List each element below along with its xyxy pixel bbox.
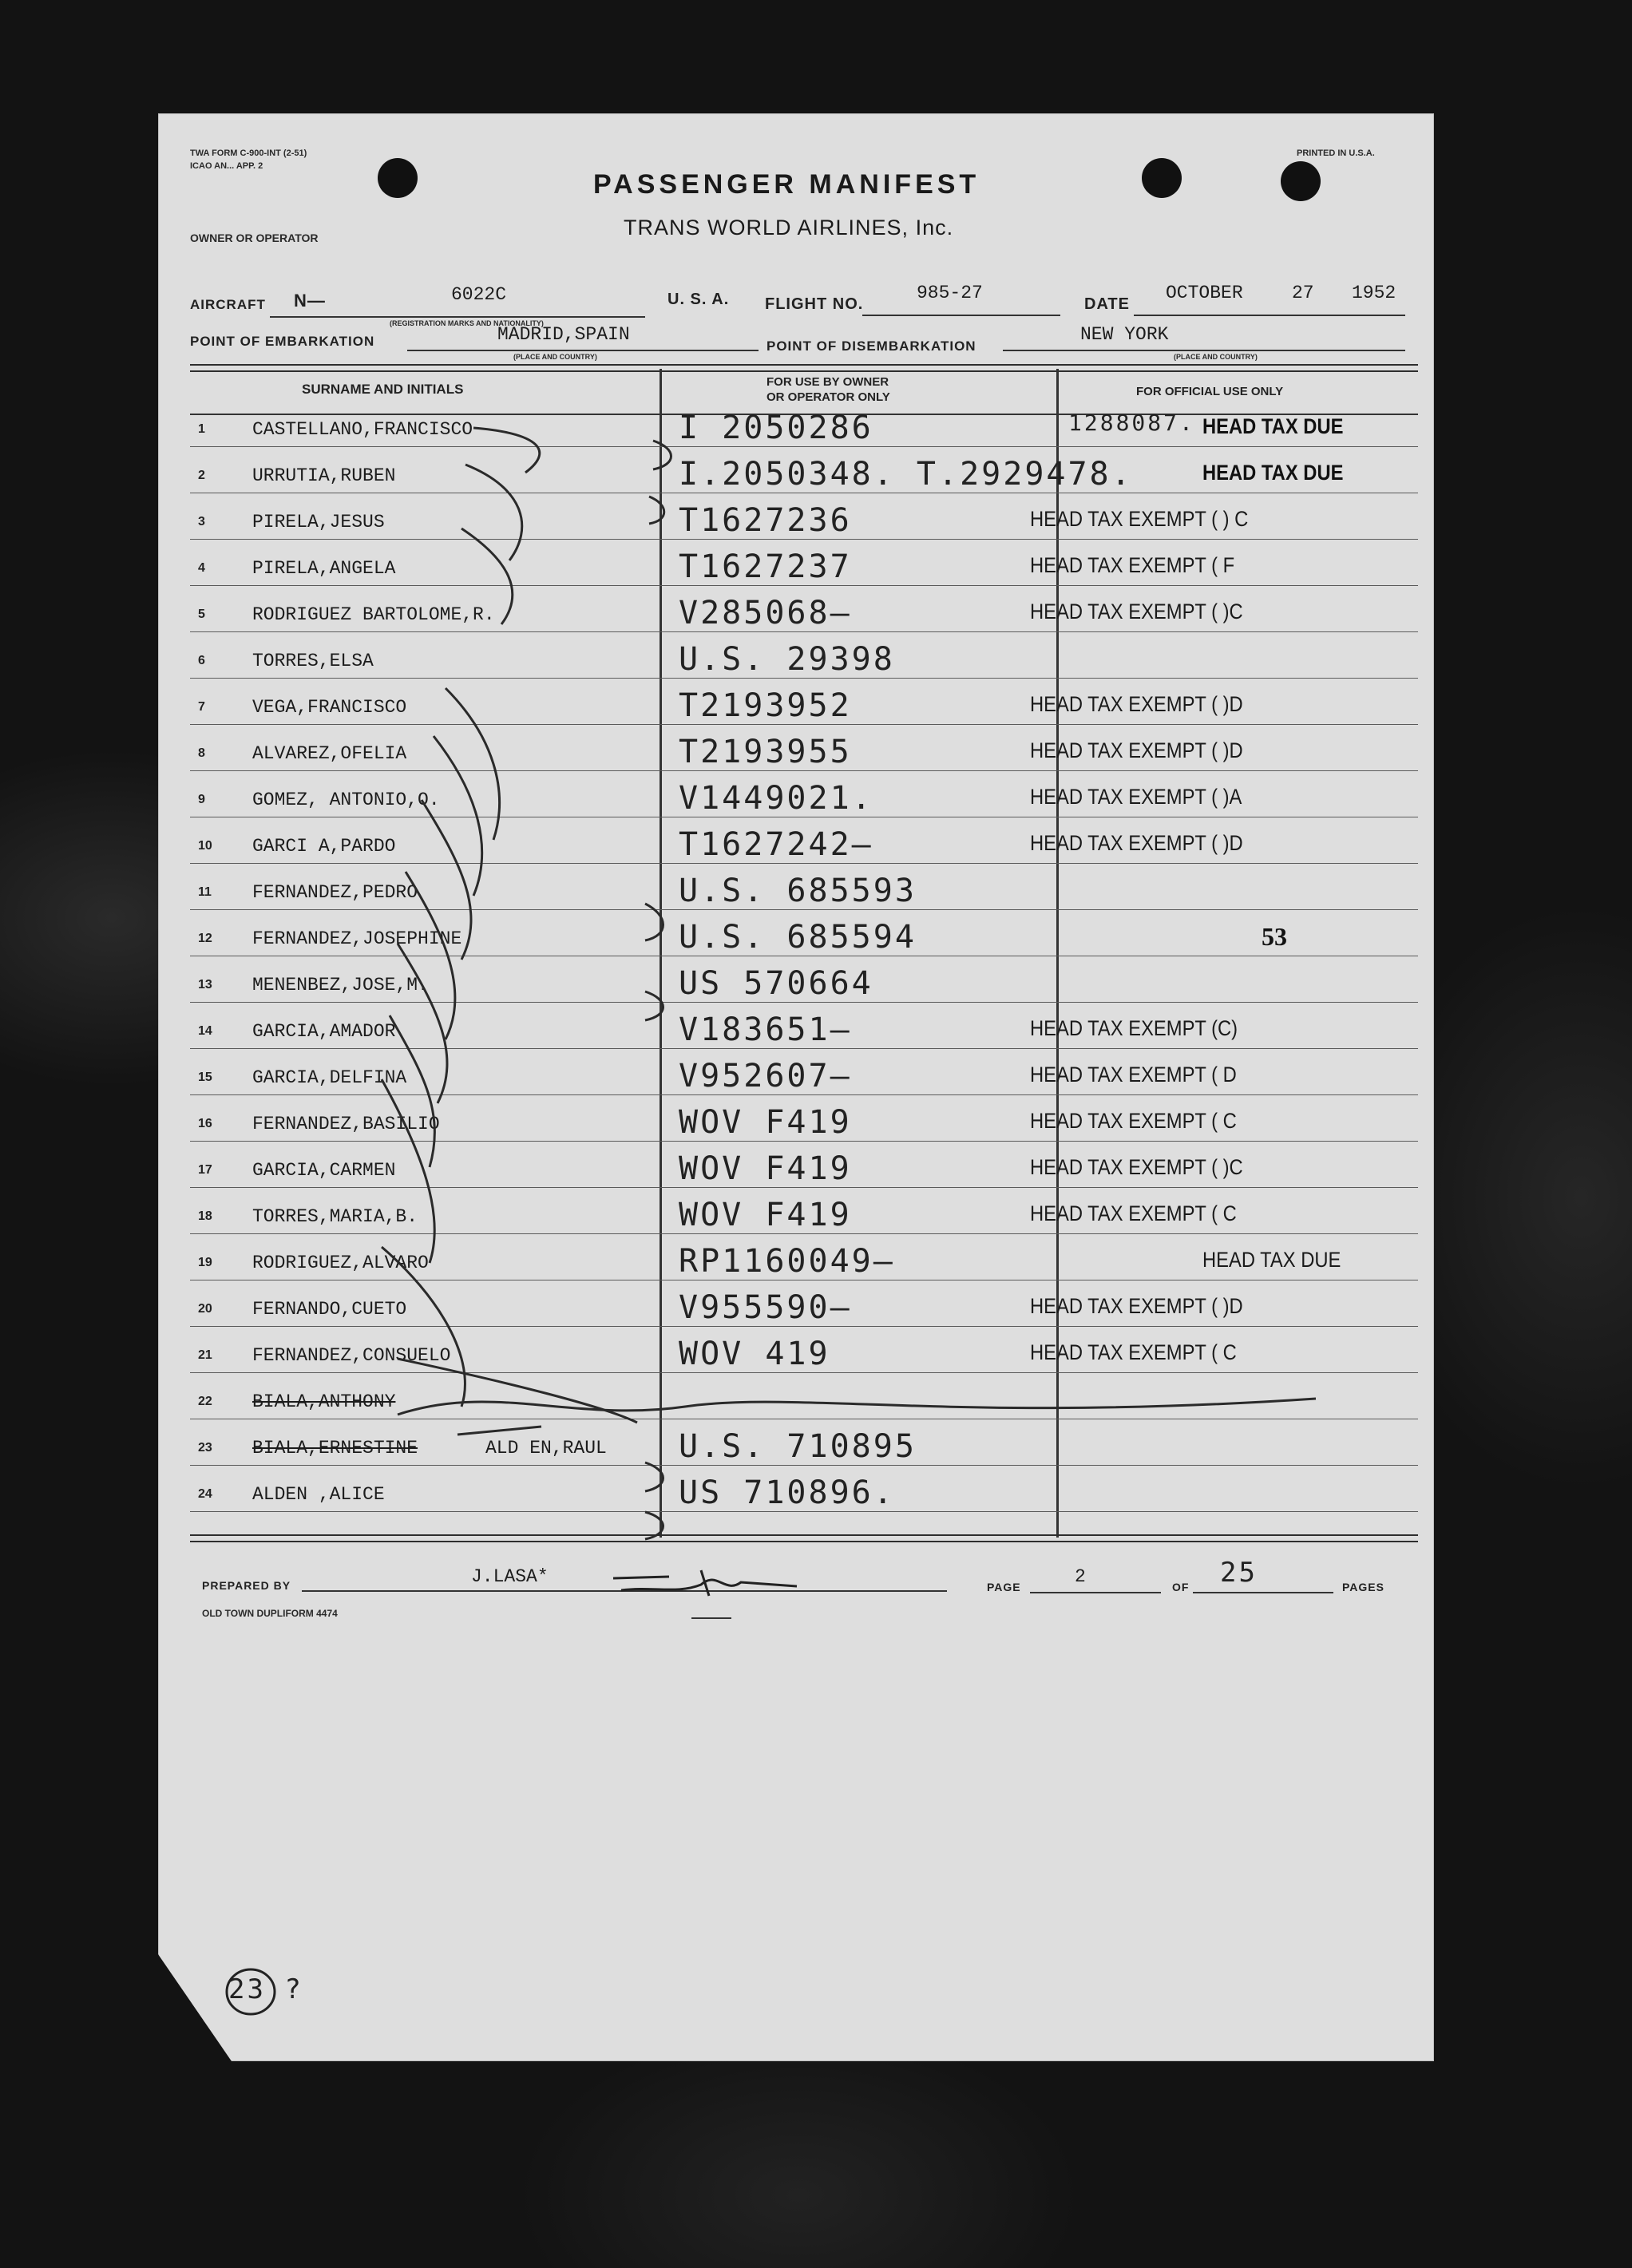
document-number: V285068— [679, 595, 852, 631]
aircraft-prefix: N— [294, 291, 326, 311]
document-number: T1627236 [679, 502, 852, 539]
footer-dash [691, 1617, 731, 1619]
page-underline [1030, 1592, 1161, 1593]
page-value: 2 [1075, 1566, 1086, 1587]
passenger-name: FERNANDO,CUETO [252, 1299, 407, 1320]
form-number: TWA FORM C-900-INT (2-51) [190, 148, 307, 158]
registration-note: (REGISTRATION MARKS AND NATIONALITY) [390, 319, 544, 327]
document-number: U.S. 29398 [679, 641, 895, 678]
embarkation-label: POINT OF EMBARKATION [190, 334, 375, 349]
flight-label: FLIGHT NO. [765, 295, 864, 313]
passenger-name-addition: ALD EN,RAUL [485, 1438, 607, 1459]
document-number: V955590— [679, 1289, 852, 1326]
document-number: I 2050286 [679, 410, 873, 446]
corner-note: 23 ? [228, 1973, 303, 2005]
row-number: 7 [198, 700, 205, 714]
official-stamp: HEAD TAX EXEMPT ( C [1030, 1109, 1237, 1133]
passenger-name: BIALA,ANTHONY [252, 1391, 396, 1412]
document-number: V1449021. [679, 780, 873, 817]
passenger-name: FERNANDEZ,CONSUELO [252, 1345, 451, 1366]
passenger-name: CASTELLANO,FRANCISCO [252, 419, 473, 440]
document-number: V952607— [679, 1058, 852, 1094]
document-number: WOV F419 [679, 1150, 852, 1187]
official-handwritten-note: 1288087. [1068, 410, 1195, 436]
prepared-by-label: PREPARED BY [202, 1579, 291, 1592]
passenger-name: TORRES,MARIA,B. [252, 1206, 418, 1227]
official-stamp: HEAD TAX EXEMPT ( )C [1030, 1155, 1243, 1179]
official-stamp: HEAD TAX EXEMPT ( C [1030, 1201, 1237, 1225]
official-stamp: HEAD TAX EXEMPT ( )A [1030, 785, 1242, 809]
embarkation-value: MADRID,SPAIN [497, 324, 630, 345]
official-stamp: HEAD TAX EXEMPT ( C [1030, 1340, 1237, 1364]
document-number: RP1160049— [679, 1243, 895, 1280]
passenger-name: GARCIA,AMADOR [252, 1021, 396, 1042]
embarkation-note: (PLACE AND COUNTRY) [513, 353, 597, 361]
row-number: 23 [198, 1441, 212, 1455]
row-number: 2 [198, 469, 205, 482]
document-number: WOV F419 [679, 1104, 852, 1141]
passenger-name: RODRIGUEZ,ALVARO [252, 1253, 429, 1273]
row-number: 24 [198, 1487, 212, 1501]
of-value: 25 [1220, 1557, 1258, 1589]
document-number: T1627237 [679, 548, 852, 585]
row-number: 15 [198, 1071, 212, 1084]
document-number: WOV F419 [679, 1197, 852, 1233]
icao-reference: ICAO AN... APP. 2 [190, 161, 263, 171]
passenger-name: ALDEN ,ALICE [252, 1484, 385, 1505]
flight-value: 985-27 [917, 283, 983, 303]
of-label: OF [1172, 1581, 1190, 1593]
official-stamp: HEAD TAX DUE [1202, 414, 1344, 438]
passenger-name: GARCIA,CARMEN [252, 1160, 396, 1181]
passenger-name: PIRELA,ANGELA [252, 558, 396, 579]
passenger-name: FERNANDEZ,JOSEPHINE [252, 928, 462, 949]
owner-label: OWNER OR OPERATOR [190, 232, 319, 244]
row-number: 19 [198, 1256, 212, 1269]
date-label: DATE [1084, 295, 1130, 313]
handwritten-checkmarks [158, 113, 1434, 2061]
document-number: T1627242— [679, 826, 873, 863]
document-number: I.2050348. T.2929478. [679, 456, 1133, 493]
official-stamp: HEAD TAX EXEMPT ( )D [1030, 831, 1243, 855]
disembarkation-value: NEW YORK [1080, 324, 1169, 345]
document-number: T2193952 [679, 687, 852, 724]
column-header-name: SURNAME AND INITIALS [302, 382, 464, 397]
document-number: WOV 419 [679, 1336, 830, 1372]
row-number: 14 [198, 1024, 212, 1038]
passenger-name: GARCI A,PARDO [252, 836, 396, 857]
row-number: 5 [198, 608, 205, 621]
page-label: PAGE [987, 1581, 1021, 1593]
official-stamp: HEAD TAX EXEMPT ( ) C [1030, 507, 1249, 531]
passenger-name: FERNANDEZ,PEDRO [252, 882, 418, 903]
document-number: U.S. 685593 [679, 873, 917, 909]
row-number: 22 [198, 1395, 212, 1408]
column-header-owner-2: OR OPERATOR ONLY [766, 390, 890, 404]
passenger-name: GARCIA,DELFINA [252, 1067, 407, 1088]
document-number: U.S. 710895 [679, 1428, 917, 1465]
row-number: 18 [198, 1209, 212, 1223]
official-number: 53 [1262, 922, 1287, 951]
passenger-name: ALVAREZ,OFELIA [252, 743, 407, 764]
passenger-name: GOMEZ, ANTONIO,O. [252, 790, 440, 810]
row-number: 21 [198, 1348, 212, 1362]
document-number: US 710896. [679, 1474, 895, 1511]
row-number: 11 [198, 885, 212, 899]
official-stamp: HEAD TAX EXEMPT ( )D [1030, 738, 1243, 762]
aircraft-label: AIRCRAFT [190, 297, 266, 312]
disembarkation-note: (PLACE AND COUNTRY) [1174, 353, 1258, 361]
row-number: 8 [198, 746, 205, 760]
passenger-name: FERNANDEZ,BASILIO [252, 1114, 440, 1134]
row-number: 6 [198, 654, 205, 667]
passenger-name: VEGA,FRANCISCO [252, 697, 407, 718]
document-number: T2193955 [679, 734, 852, 770]
row-number: 17 [198, 1163, 212, 1177]
printed-in: PRINTED IN U.S.A. [1297, 148, 1375, 158]
document-number: U.S. 685594 [679, 919, 917, 956]
row-number: 12 [198, 932, 212, 945]
official-stamp: HEAD TAX EXEMPT (C) [1030, 1016, 1238, 1040]
airline-name: TRANS WORLD AIRLINES, Inc. [624, 216, 954, 239]
row-number: 13 [198, 978, 212, 992]
passenger-name: TORRES,ELSA [252, 651, 374, 671]
column-header-owner-1: FOR USE BY OWNER [766, 375, 889, 389]
of-underline [1193, 1592, 1333, 1593]
row-number: 1 [198, 422, 205, 436]
document-number: US 570664 [679, 965, 873, 1002]
aircraft-value: 6022C [451, 284, 507, 305]
official-stamp: HEAD TAX EXEMPT ( F [1030, 553, 1235, 577]
official-stamp: HEAD TAX EXEMPT ( )C [1030, 600, 1243, 623]
row-number: 3 [198, 515, 205, 528]
row-number: 16 [198, 1117, 212, 1130]
date-month: OCTOBER [1166, 283, 1243, 303]
passenger-name: URRUTIA,RUBEN [252, 465, 396, 486]
official-stamp: HEAD TAX EXEMPT ( D [1030, 1063, 1237, 1087]
date-day: 27 [1292, 283, 1314, 303]
official-stamp: HEAD TAX DUE [1202, 1248, 1341, 1272]
row-number: 10 [198, 839, 212, 853]
official-stamp: HEAD TAX EXEMPT ( )D [1030, 1294, 1243, 1318]
page-title: PASSENGER MANIFEST [593, 169, 980, 200]
corner-note-circle [222, 1964, 286, 2020]
document-number: V183651— [679, 1011, 852, 1048]
row-number: 9 [198, 793, 205, 806]
preparer-signature [605, 1562, 805, 1602]
official-stamp: HEAD TAX DUE [1202, 461, 1344, 485]
passenger-name: MENENBEZ,JOSE,M. [252, 975, 429, 995]
row-number: 4 [198, 561, 205, 575]
prepared-by-value: J.LASA* [471, 1566, 549, 1587]
manifest-page [158, 113, 1434, 2061]
passenger-name: BIALA,ERNESTINE [252, 1438, 418, 1459]
date-year: 1952 [1352, 283, 1396, 303]
row-number: 20 [198, 1302, 212, 1316]
folded-corner [158, 1954, 232, 2061]
form-reference: OLD TOWN DUPLIFORM 4474 [202, 1608, 338, 1619]
pages-label: PAGES [1342, 1581, 1384, 1593]
disembarkation-label: POINT OF DISEMBARKATION [766, 338, 976, 354]
usa-label: U. S. A. [667, 291, 730, 308]
column-header-official: FOR OFFICIAL USE ONLY [1136, 385, 1284, 398]
official-stamp: HEAD TAX EXEMPT ( )D [1030, 692, 1243, 716]
passenger-name: PIRELA,JESUS [252, 512, 385, 532]
passenger-name: RODRIGUEZ BARTOLOME,R. [252, 604, 495, 625]
